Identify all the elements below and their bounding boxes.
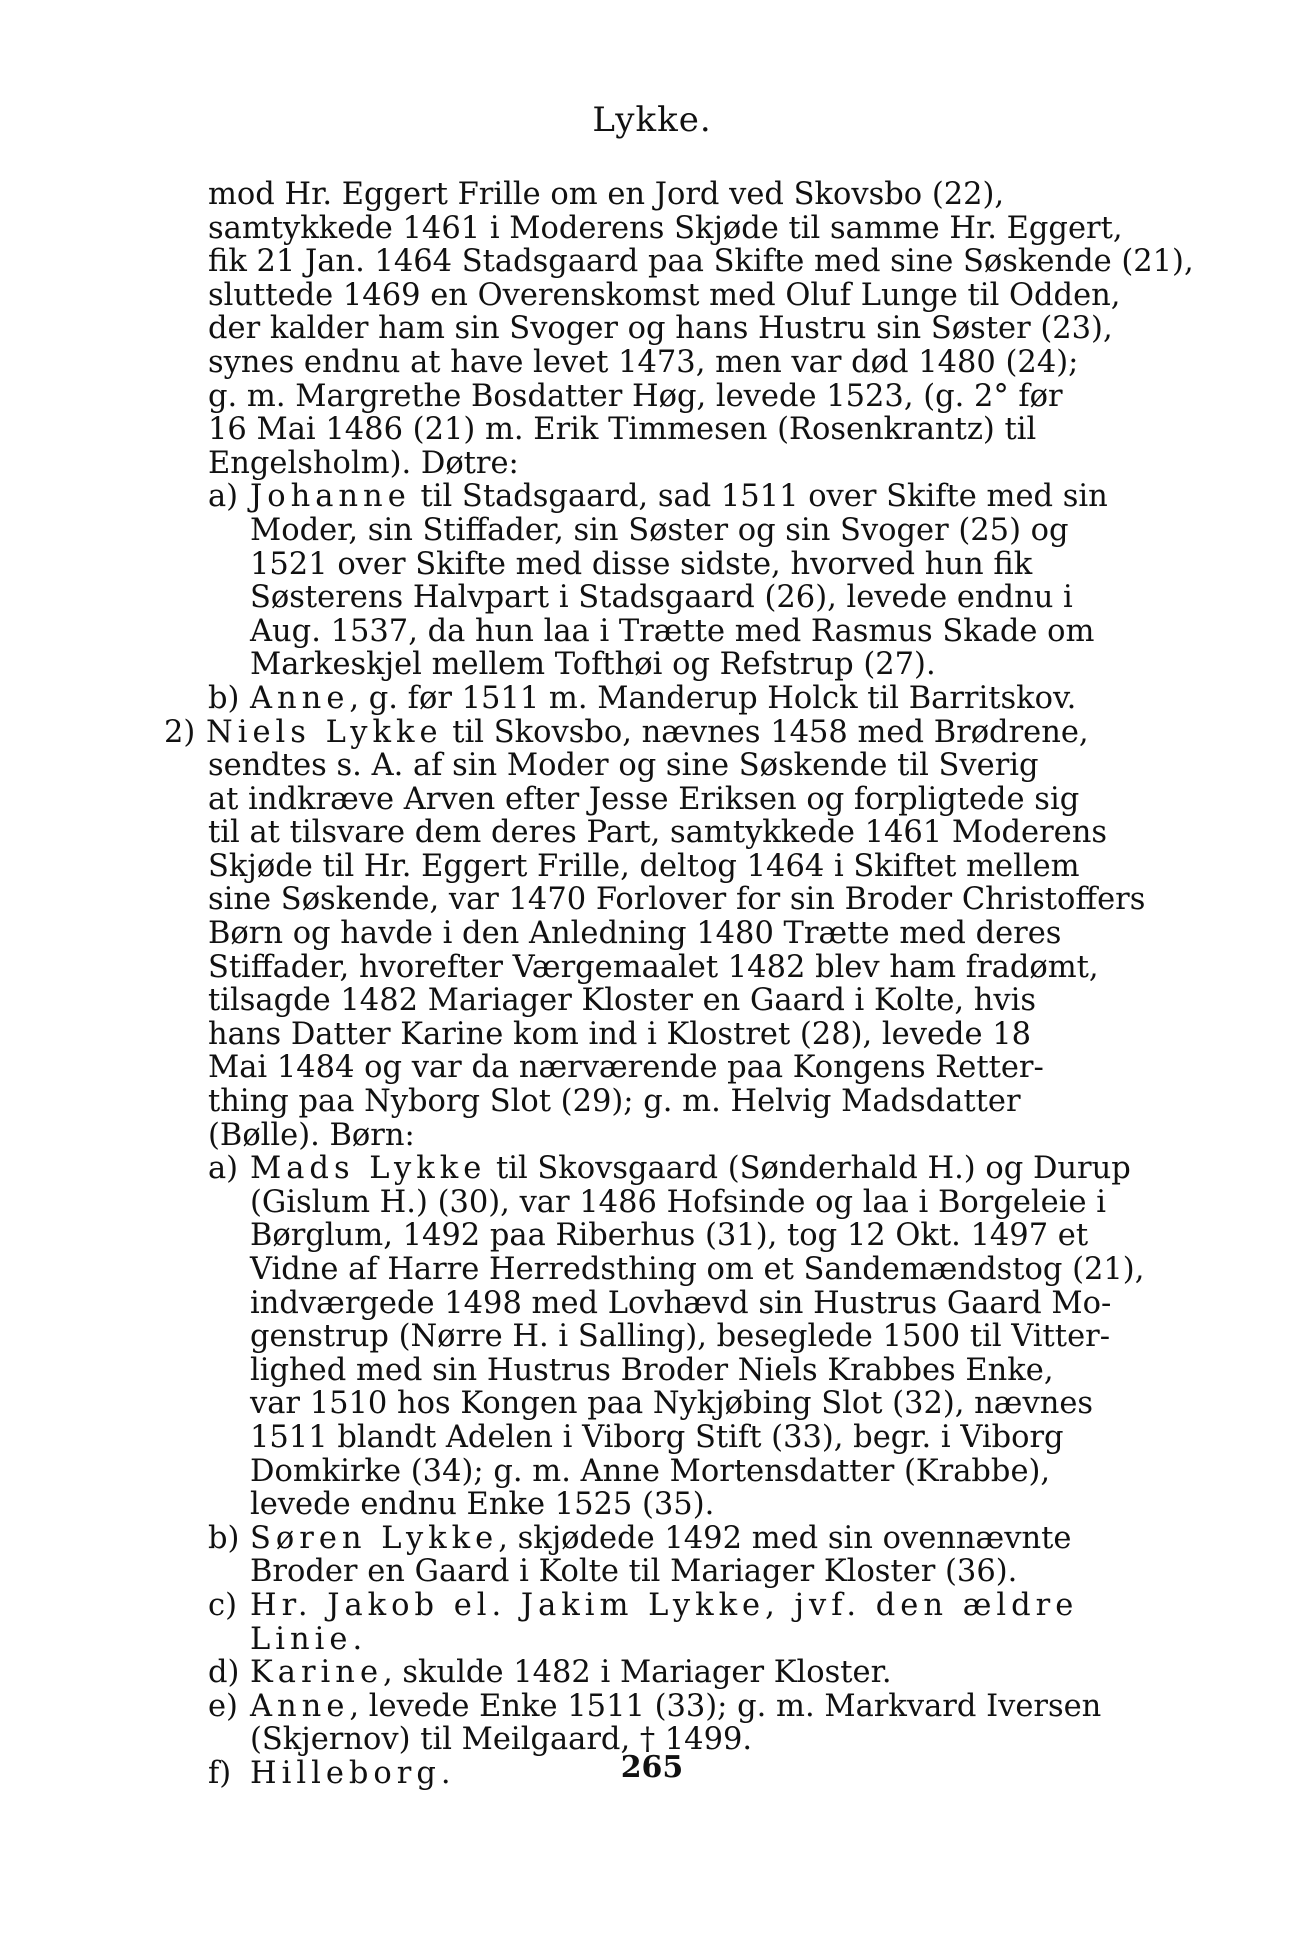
text-line: synes endnu at have levet 1473, men var død 1480 (24);: [208, 344, 1079, 380]
text-line: (Skjernov) til Meilgaard, † 1499.: [250, 1722, 753, 1758]
item-label: e): [208, 1688, 238, 1724]
text-line: (Gislum H.) (30), var 1486 Hofsinde og laa i Borgeleie i: [250, 1184, 1106, 1220]
text-line: Aug. 1537, da hun laa i Trætte med Rasmus Skade om: [250, 613, 1095, 649]
person-name: Anne: [250, 680, 350, 716]
text-line: sluttede 1469 en Overenskomst med Oluf Lunge til Odden,: [208, 277, 1121, 313]
text-line: (Bølle). Børn:: [208, 1117, 415, 1153]
text-line: Broder en Gaard i Kolte til Mariager Kloster (36).: [250, 1554, 1018, 1590]
item-text: .: [440, 1755, 451, 1791]
item-text: til Stadsgaard, sad 1511 over Skifte med sin: [410, 479, 1108, 515]
text-line: fik 21 Jan. 1464 Stadsgaard paa Skifte med sine Søskende (21),: [208, 244, 1194, 280]
text-line: levede endnu Enke 1525 (35).: [250, 1487, 715, 1523]
item-text: , skjødede 1492 med sin ovennævnte: [498, 1520, 1072, 1556]
text-line: Skjøde til Hr. Eggert Frille, deltog 1464 i Skiftet mellem: [208, 848, 1080, 884]
text-line: g. m. Margrethe Bosdatter Høg, levede 1523, (g. 2° før: [208, 378, 1063, 414]
person-name: Karine: [250, 1655, 383, 1691]
text-line: sine Søskende, var 1470 Forlover for sin Broder Christoffers: [208, 882, 1146, 918]
item-text: , levede Enke 1511 (33); g. m. Markvard Iversen: [349, 1688, 1102, 1724]
item-label: 2): [164, 714, 196, 750]
text-line: Søsterens Halvpart i Stadsgaard (26), levede endnu i: [250, 580, 1073, 616]
person-name: Anne: [250, 1688, 350, 1724]
running-header: Lykke.: [592, 100, 712, 140]
person-name: Hr. Jakob el. Jakim Lykke, jvf. den ældre: [250, 1587, 1079, 1623]
text-line: lighed med sin Hustrus Broder Niels Krabbes Enke,: [250, 1352, 1054, 1388]
text-line: Moder, sin Stiffader, sin Søster og sin Svoger (25) og: [250, 512, 1069, 548]
text-line: 1521 over Skifte med disse sidste, hvorved hun fik: [250, 546, 1033, 582]
item-text: , g. før 1511 m. Manderup Holck til Barritskov.: [349, 680, 1077, 716]
item-label: f): [208, 1755, 232, 1791]
text-line: Børglum, 1492 paa Riberhus (31), tog 12 Okt. 1497 et: [250, 1218, 1089, 1254]
page-number: 265: [620, 1750, 684, 1785]
text-line: Domkirke (34); g. m. Anne Mortensdatter (Krabbe),: [250, 1453, 1051, 1489]
text-line: var 1510 hos Kongen paa Nykjøbing Slot (32), nævnes: [250, 1386, 1094, 1422]
text-line: indværgede 1498 med Lovhævd sin Hustrus Gaard Mo-: [250, 1285, 1112, 1321]
text-line: Vidne af Harre Herredsthing om et Sandemændstog (21),: [250, 1252, 1145, 1287]
item-text: , skulde 1482 i Mariager Kloster.: [383, 1655, 892, 1691]
list-item-a-johanne: [208, 480, 1168, 514]
list-item-c-jakob-lykke: [208, 1589, 1168, 1623]
text-line: der kalder ham sin Svoger og hans Hustru sin Søster (23),: [208, 311, 1113, 347]
item-text: til Skovsbo, nævnes 1458 med Brødrene,: [442, 714, 1089, 750]
text-line: Mai 1484 og var da nærværende paa Kongens Retter-: [208, 1050, 1044, 1086]
text-line: samtykkede 1461 i Moderens Skjøde til samme Hr. Eggert,: [208, 210, 1123, 246]
text-line: tilsagde 1482 Mariager Kloster en Gaard i Kolte, hvis: [208, 983, 1037, 1019]
list-item-b-soren-lykke: [208, 1522, 1168, 1556]
list-item-a-mads-lykke: [208, 1152, 1168, 1186]
person-name: Johanne: [250, 479, 411, 515]
text-line: sendtes s. A. af sin Moder og sine Søskende til Sverig: [208, 748, 1039, 784]
body-text: [164, 177, 1194, 1791]
person-name: Søren Lykke: [250, 1520, 499, 1556]
list-item-e-anne: [208, 1690, 1168, 1724]
item-label: b): [208, 1520, 240, 1556]
text-line: thing paa Nyborg Slot (29); g. m. Helvig Madsdatter: [208, 1084, 1021, 1120]
item-label: a): [208, 1151, 239, 1187]
text-line: hans Datter Karine kom ind i Klostret (28), levede 18: [208, 1016, 1032, 1052]
item-text: til Skovsgaard (Sønderhald H.) og Durup: [486, 1151, 1131, 1187]
list-item-d-karine: [208, 1656, 1168, 1690]
text-line: Stiffader, hvorefter Værgemaalet 1482 blev ham fradømt,: [208, 949, 1099, 985]
list-item-2-niels-lykke: [164, 716, 1168, 750]
text-line: Linie.: [250, 1621, 368, 1657]
text-line: 16 Mai 1486 (21) m. Erik Timmesen (Rosenkrantz) til: [208, 412, 1037, 448]
text-line: genstrup (Nørre H. i Salling), beseglede 1500 til Vitter-: [250, 1319, 1111, 1355]
item-label: c): [208, 1587, 237, 1623]
item-label: a): [208, 479, 239, 515]
text-line: at indkræve Arven efter Jesse Eriksen og forpligtede sig: [208, 781, 1080, 817]
text-line: 1511 blandt Adelen i Viborg Stift (33), begr. i Viborg: [250, 1419, 1064, 1455]
text-line: Markeskjel mellem Tofthøi og Refstrup (27).: [250, 647, 936, 683]
text-line: til at tilsvare dem deres Part, samtykkede 1461 Moderens: [208, 815, 1107, 851]
item-label: b): [208, 680, 240, 716]
list-item-b-anne: [208, 682, 1168, 716]
text-line: Børn og havde i den Anledning 1480 Trætte med deres: [208, 916, 1062, 952]
item-label: d): [208, 1655, 240, 1691]
person-name: Hilleborg: [250, 1755, 441, 1791]
text-line: mod Hr. Eggert Frille om en Jord ved Skovsbo (22),: [208, 177, 1005, 212]
text-line: Engelsholm). Døtre:: [208, 445, 519, 481]
person-name: Mads Lykke: [250, 1151, 487, 1187]
person-name: Niels Lykke: [206, 714, 443, 750]
